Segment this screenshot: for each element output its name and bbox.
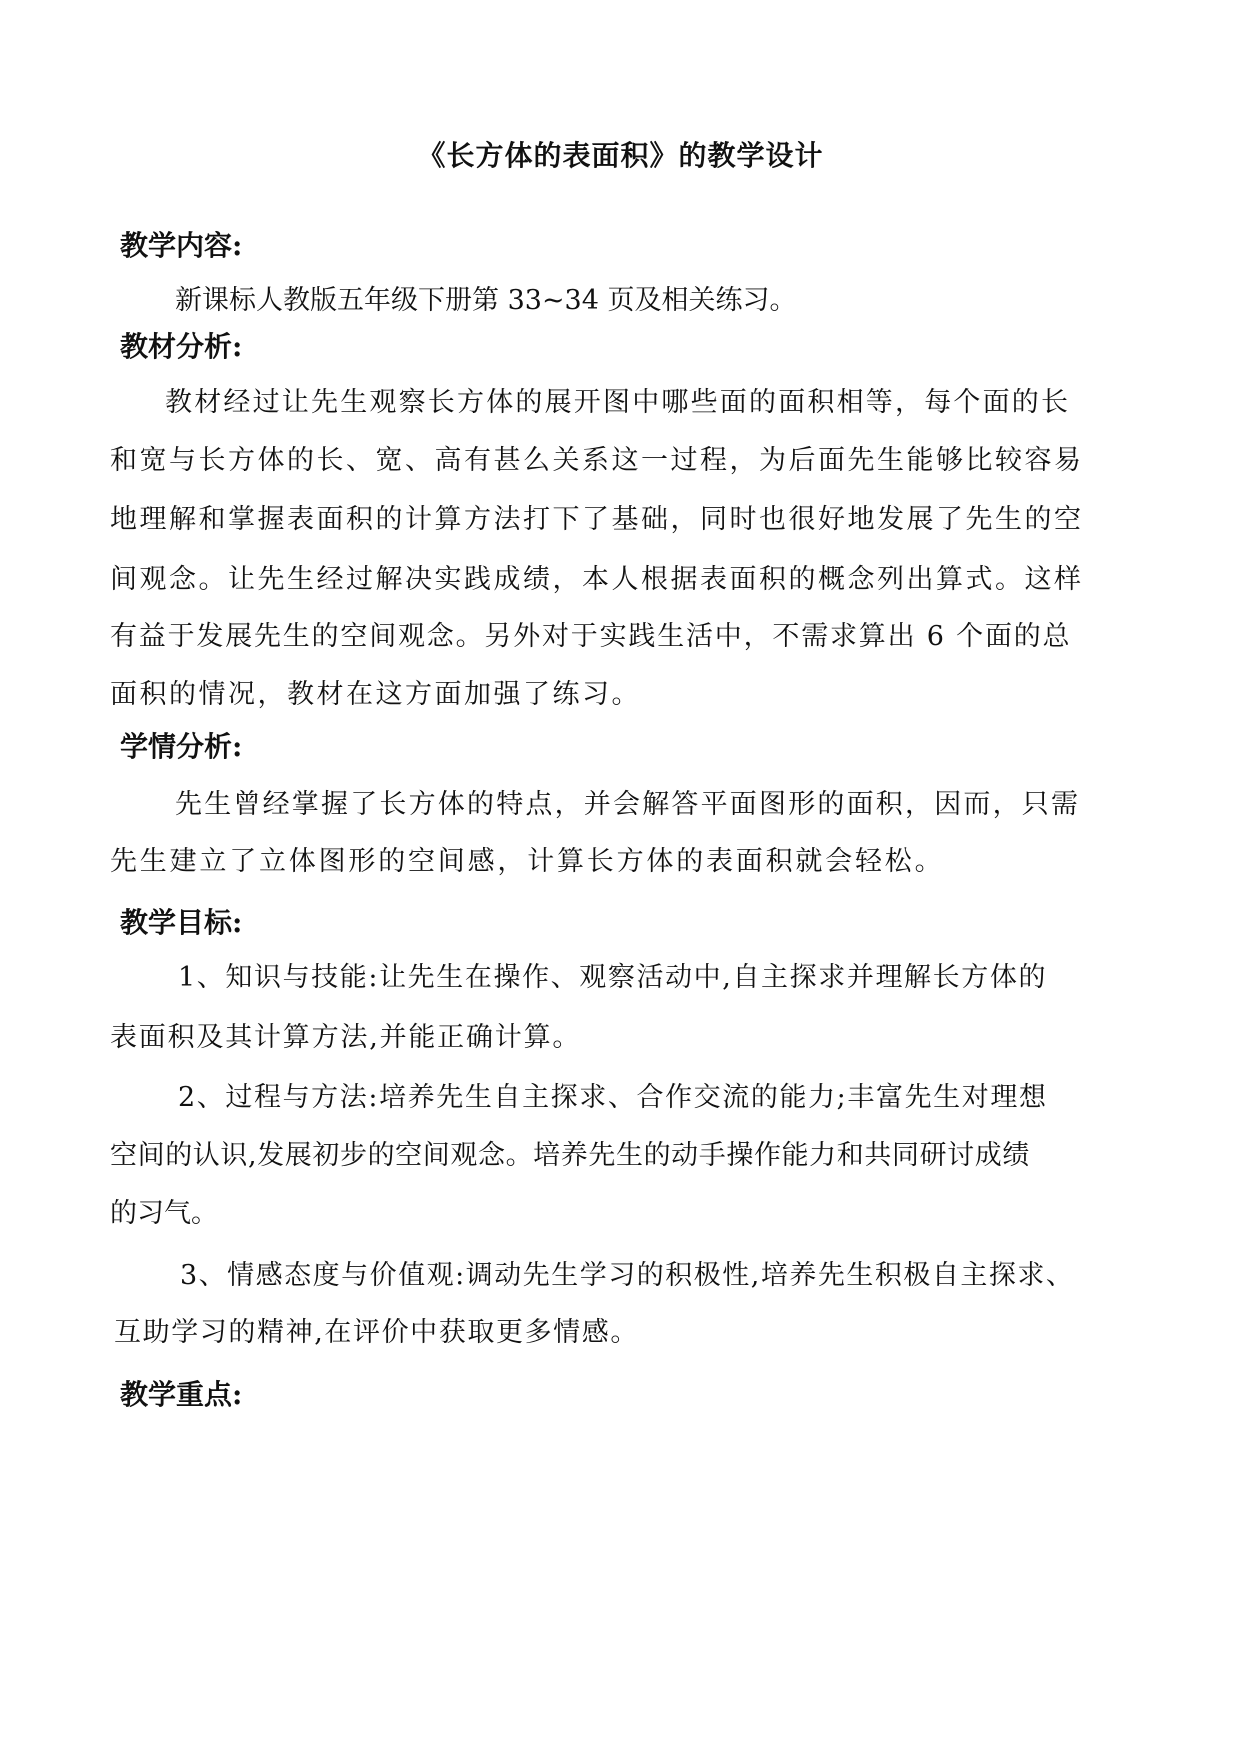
paragraph-line: 先生建立了立体图形的空间感，计算长方体的表面积就会轻松。 bbox=[110, 846, 945, 877]
heading-student-analysis: 学情分析: bbox=[120, 730, 243, 763]
paragraph-line: 空间的认识,发展初步的空间观念。培养先生的动手操作能力和共同研讨成绩 bbox=[110, 1140, 1030, 1171]
paragraph-line: 互助学习的精神,在评价中获取更多情感。 bbox=[114, 1317, 639, 1348]
paragraph-line: 1、知识与技能:让先生在操作、观察活动中,自主探求并理解长方体的 bbox=[178, 962, 1048, 993]
paragraph-line: 先生曾经掌握了长方体的特点，并会解答平面图形的面积，因而，只需 bbox=[175, 789, 1081, 820]
paragraph-line: 间观念。让先生经过解决实践成绩，本人根据表面积的概念列出算式。这样 bbox=[110, 564, 1084, 595]
paragraph-line: 教材经过让先生观察长方体的展开图中哪些面的面积相等，每个面的长 bbox=[165, 387, 1071, 418]
paragraph-line: 2、过程与方法:培养先生自主探求、合作交流的能力;丰富先生对理想 bbox=[178, 1082, 1048, 1113]
paragraph-line: 面积的情况，教材在这方面加强了练习。 bbox=[110, 679, 641, 710]
paragraph-line: 地理解和掌握表面积的计算方法打下了基础，同时也很好地发展了先生的空 bbox=[110, 504, 1084, 535]
paragraph-line: 和宽与长方体的长、宽、高有甚么关系这一过程，为后面先生能够比较容易 bbox=[110, 445, 1084, 476]
content-line: 新课标人教版五年级下册第 33~34 页及相关练习。 bbox=[175, 285, 797, 316]
heading-teaching-content: 教学内容: bbox=[120, 229, 243, 262]
paragraph-line: 有益于发展先生的空间观念。另外对于实践生活中，不需求算出 6 个面的总 bbox=[110, 621, 1072, 652]
paragraph-line: 3、情感态度与价值观:调动先生学习的积极性,培养先生积极自主探求、 bbox=[180, 1260, 1075, 1291]
document-title: 《长方体的表面积》的教学设计 bbox=[417, 139, 824, 172]
paragraph-line: 表面积及其计算方法,并能正确计算。 bbox=[110, 1022, 582, 1053]
paragraph-line: 的习气。 bbox=[110, 1198, 218, 1229]
heading-textbook-analysis: 教材分析: bbox=[120, 330, 243, 363]
heading-teaching-key-points: 教学重点: bbox=[120, 1378, 243, 1411]
heading-teaching-objectives: 教学目标: bbox=[120, 906, 243, 939]
